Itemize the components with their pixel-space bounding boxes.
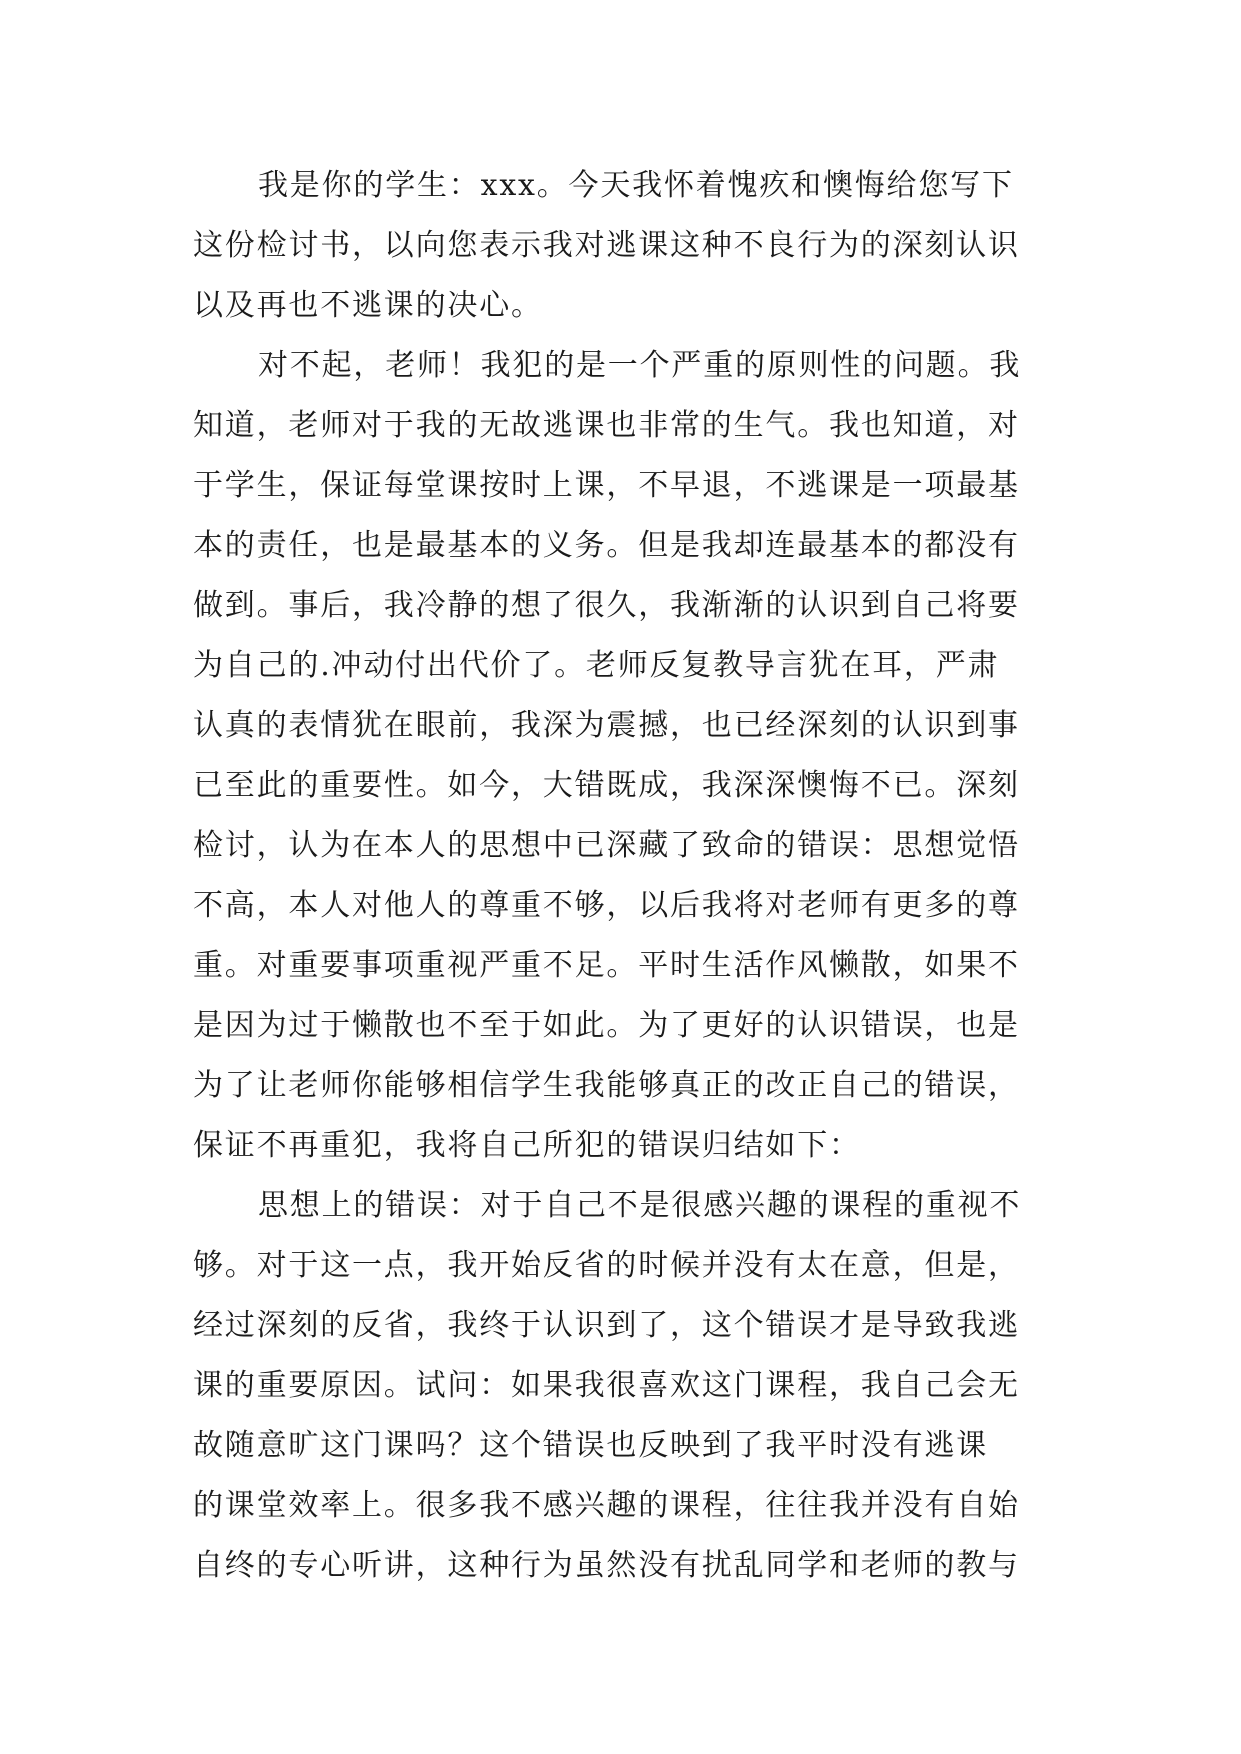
text-line: 为自己的.冲动付出代价了。老师反复教导言犹在耳，严肃: [193, 648, 1000, 683]
text-line: 自终的专心听讲，这种行为虽然没有扰乱同学和老师的教与: [193, 1548, 1020, 1583]
text-line: 我是你的学生：xxx。今天我怀着愧疚和懊悔给您写下: [258, 168, 1014, 203]
text-line: 重。对重要事项重视严重不足。平时生活作风懒散，如果不: [193, 948, 1020, 983]
text-line: 的课堂效率上。很多我不感兴趣的课程，往往我并没有自始: [193, 1488, 1020, 1523]
text-line: 经过深刻的反省，我终于认识到了，这个错误才是导致我逃: [193, 1308, 1020, 1343]
text-line: 思想上的错误：对于自己不是很感兴趣的课程的重视不: [258, 1188, 1022, 1223]
text-line: 做到。事后，我冷静的想了很久，我渐渐的认识到自己将要: [193, 588, 1020, 623]
text-line: 于学生，保证每堂课按时上课，不早退，不逃课是一项最基: [193, 468, 1020, 503]
text-line: 课的重要原因。试问：如果我很喜欢这门课程，我自己会无: [193, 1368, 1020, 1403]
text-line: 保证不再重犯，我将自己所犯的错误归结如下：: [193, 1128, 861, 1163]
text-line: 以及再也不逃课的决心。: [193, 288, 543, 323]
text-line: 是因为过于懒散也不至于如此。为了更好的认识错误，也是: [193, 1008, 1020, 1043]
text-line: 这份检讨书，以向您表示我对逃课这种不良行为的深刻认识: [193, 228, 1020, 263]
text-line: 本的责任，也是最基本的义务。但是我却连最基本的都没有: [193, 528, 1020, 563]
text-line: 认真的表情犹在眼前，我深为震撼，也已经深刻的认识到事: [193, 708, 1020, 743]
text-line: 检讨，认为在本人的思想中已深藏了致命的错误：思想觉悟: [193, 828, 1020, 863]
text-line: 够。对于这一点，我开始反省的时候并没有太在意，但是，: [193, 1248, 1020, 1283]
text-line: 知道，老师对于我的无故逃课也非常的生气。我也知道，对: [193, 408, 1020, 443]
text-line: 对不起，老师！我犯的是一个严重的原则性的问题。我: [258, 348, 1022, 383]
text-line: 已至此的重要性。如今，大错既成，我深深懊悔不已。深刻: [193, 768, 1020, 803]
text-line: 故随意旷这门课吗？这个错误也反映到了我平时没有逃课: [193, 1428, 988, 1463]
text-line: 为了让老师你能够相信学生我能够真正的改正自己的错误，: [193, 1068, 1020, 1103]
text-line: 不高，本人对他人的尊重不够，以后我将对老师有更多的尊: [193, 888, 1020, 923]
